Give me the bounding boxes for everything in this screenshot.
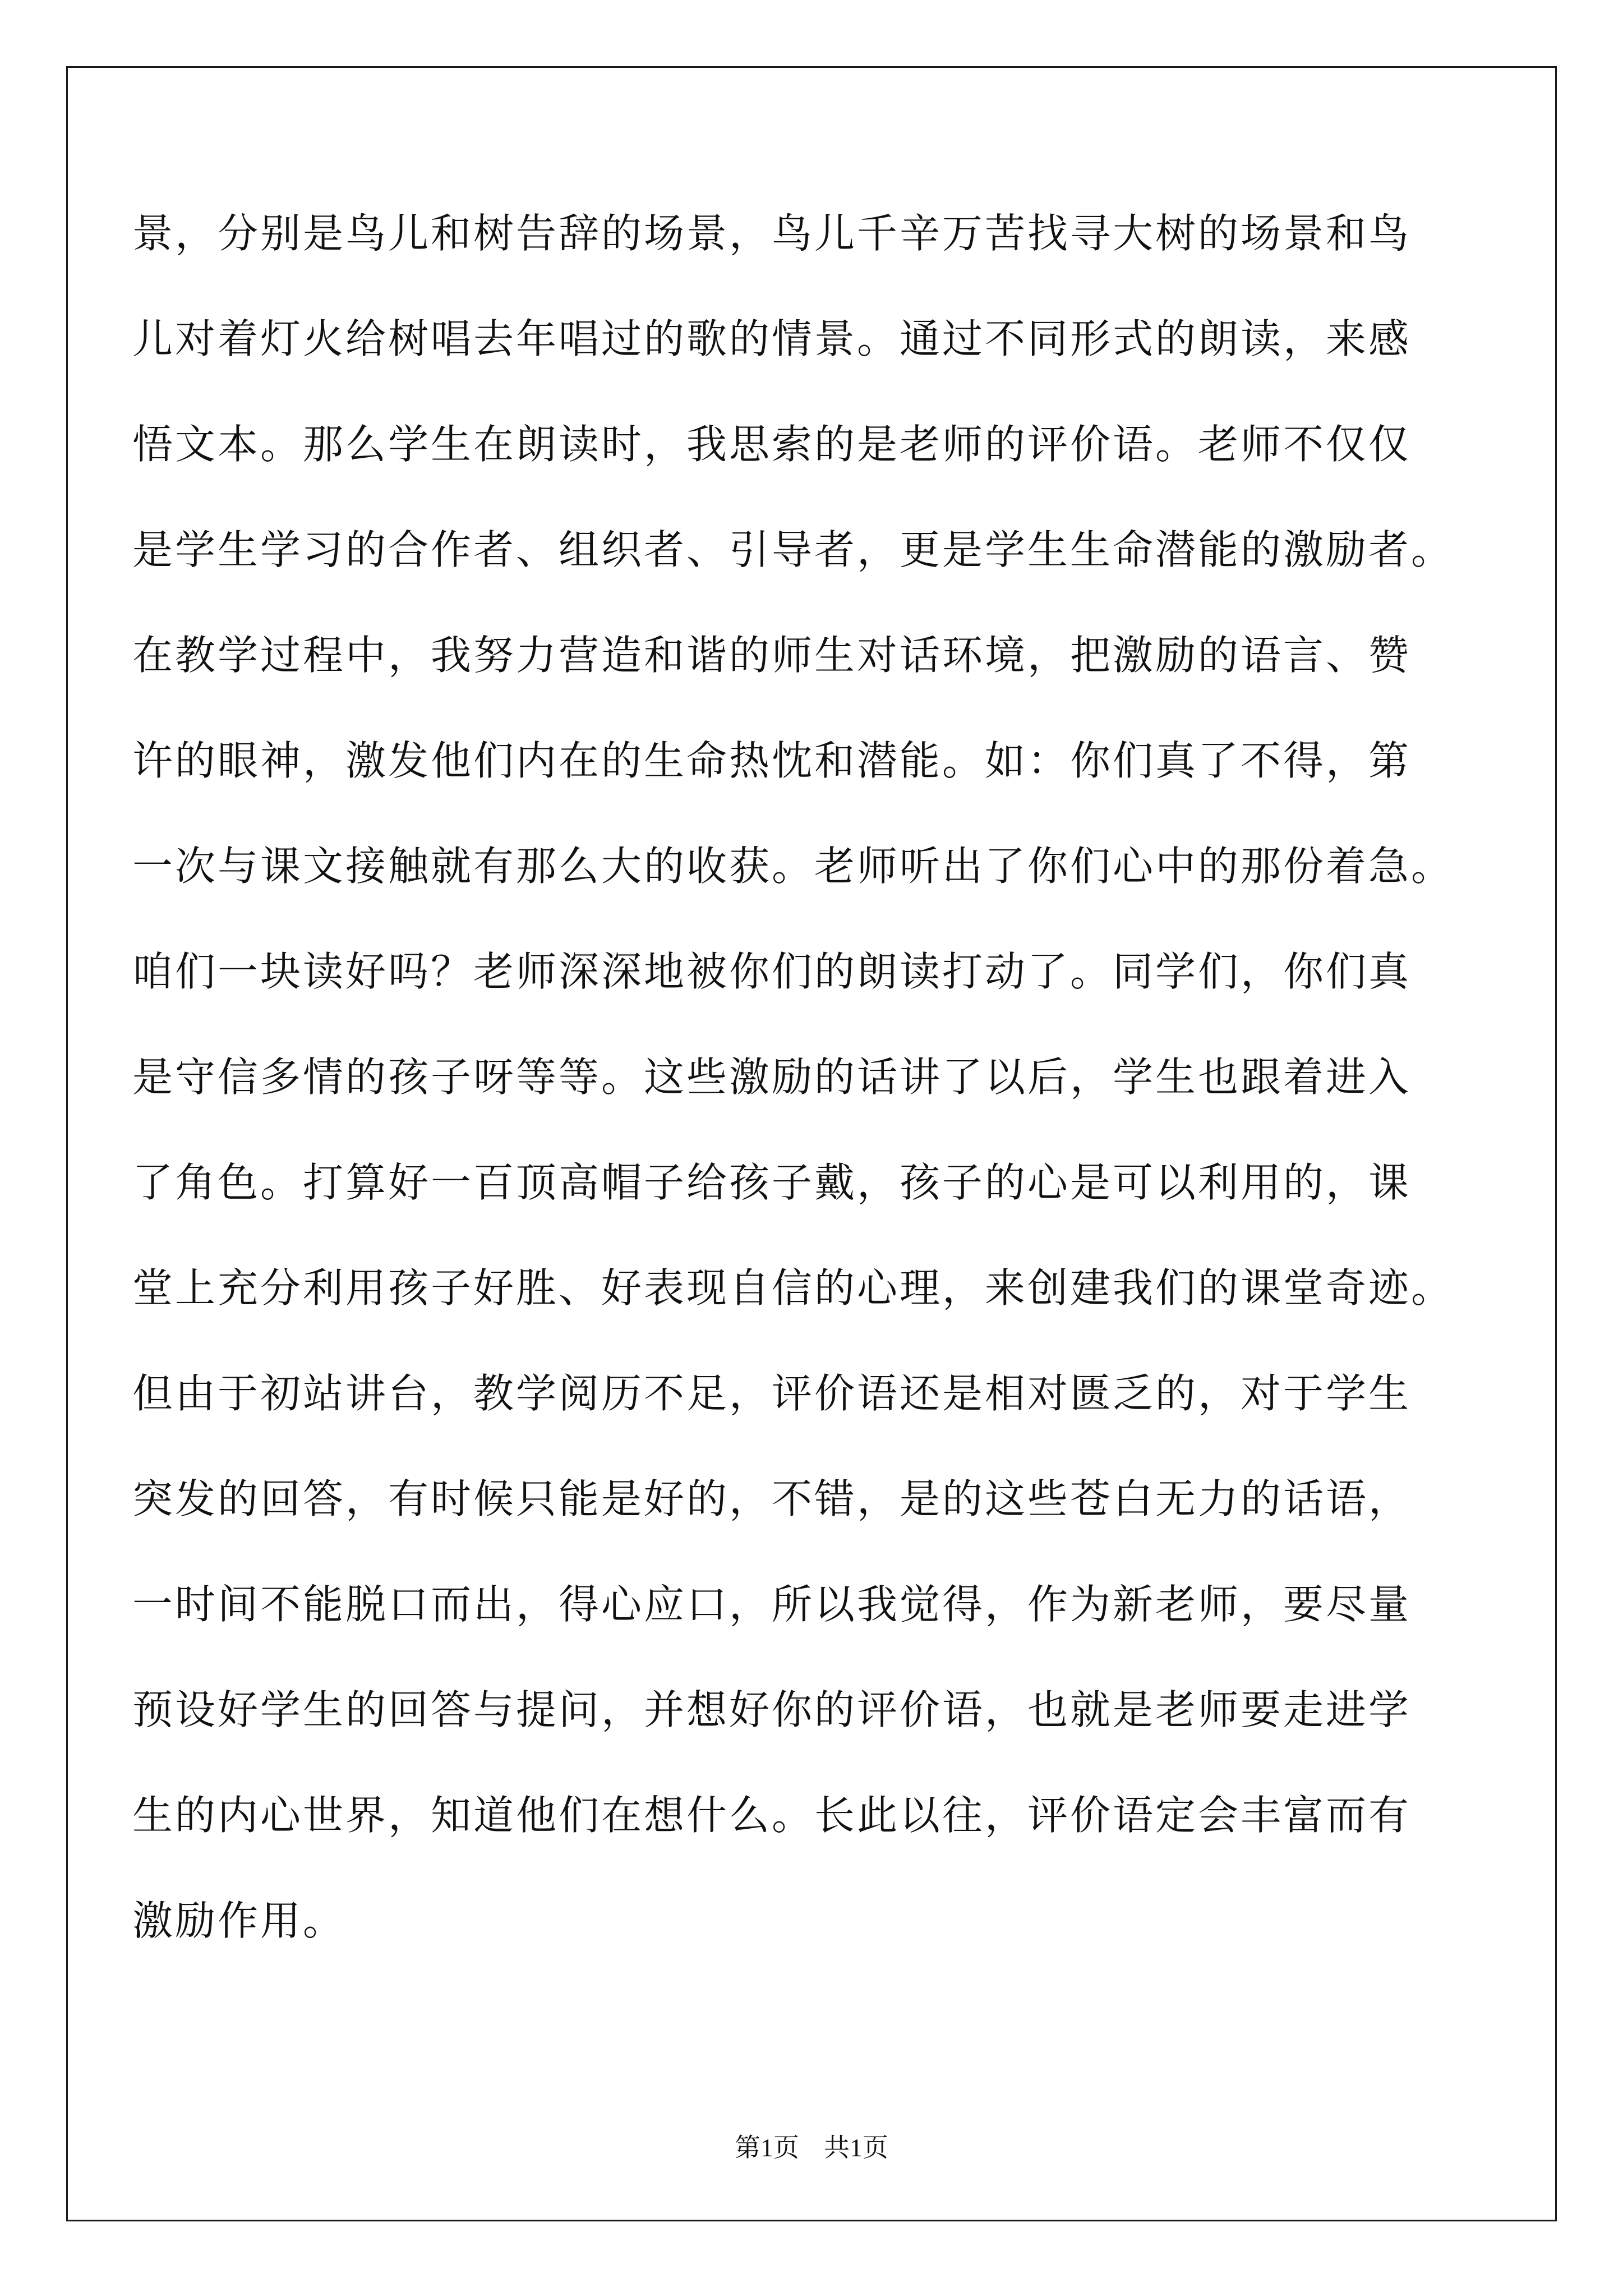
text-line: 激励作用。 [132,1897,346,1944]
text-line: 一时间不能脱口而出，得心应口，所以我觉得，作为新老师，要尽量 [132,1581,1412,1628]
text-line: 了角色。打算好一百顶高帽子给孩子戴，孩子的心是可以利用的，课 [132,1159,1412,1206]
text-line: 堂上充分利用孩子好胜、好表现自信的心理，来创建我们的课堂奇迹。 [132,1264,1454,1312]
text-line: 是学生学习的合作者、组织者、引导者，更是学生生命潜能的激励者。 [132,526,1454,573]
text-line: 突发的回答，有时候只能是好的，不错，是的这些苍白无力的话语， [132,1475,1412,1522]
text-line: 儿对着灯火给树唱去年唱过的歌的情景。通过不同形式的朗读，来感 [132,315,1412,362]
text-line: 景，分别是鸟儿和树告辞的场景，鸟儿千辛万苦找寻大树的场景和鸟 [132,210,1412,257]
page-number: 第1页 [735,2133,799,2162]
text-line: 预设好学生的回答与提问，并想好你的评价语，也就是老师要走进学 [132,1686,1412,1733]
text-line: 是守信多情的孩子呀等等。这些激励的话讲了以后，学生也跟着进入 [132,1053,1412,1101]
text-line: 一次与课文接触就有那么大的收获。老师听出了你们心中的那份着急。 [132,843,1454,890]
text-line: 悟文本。那么学生在朗读时，我思索的是老师的评价语。老师不仅仅 [132,421,1412,468]
text-line: 在教学过程中，我努力营造和谐的师生对话环境，把激励的语言、赞 [132,632,1412,679]
text-line: 咱们一块读好吗？老师深深地被你们的朗读打动了。同学们，你们真 [132,948,1412,995]
page-footer [0,2127,1623,2164]
text-line: 许的眼神，激发他们内在的生命热忱和潜能。如：你们真了不得，第 [132,737,1412,784]
text-line: 但由于初站讲台，教学阅历不足，评价语还是相对匮乏的，对于学生 [132,1370,1412,1417]
page-count: 共1页 [824,2133,888,2162]
text-line: 生的内心世界，知道他们在想什么。长此以往，评价语定会丰富而有 [132,1792,1412,1839]
